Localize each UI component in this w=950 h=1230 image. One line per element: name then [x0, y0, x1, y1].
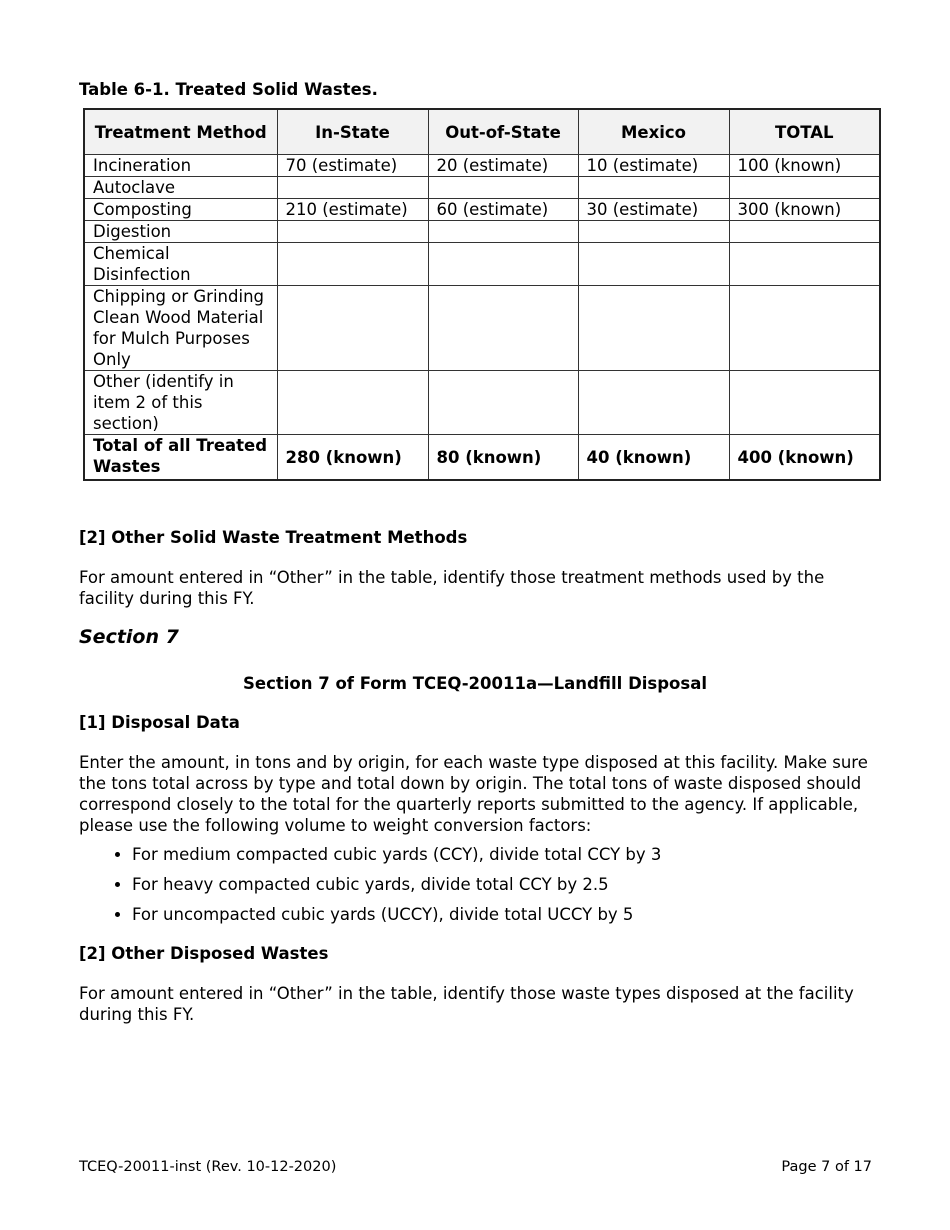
cell-method: Chipping or Grinding Clean Wood Material for Mulch Purposes Only	[84, 286, 277, 371]
list-item: • For uncompacted cubic yards (UCCY), divide total UCCY by 5	[132, 904, 661, 925]
cell-total	[729, 243, 880, 286]
total-method: Total of all Treated Wastes	[84, 435, 277, 481]
table-total-row	[84, 435, 880, 481]
cell-out-of-state	[428, 286, 578, 371]
cell-total	[729, 286, 880, 371]
section-7-title: Section 7	[79, 626, 179, 648]
cell-in-state	[277, 243, 428, 286]
cell-mexico	[578, 221, 729, 243]
header-treatment-method: Treatment Method	[84, 109, 277, 155]
total-mexico: 40 (known)	[578, 435, 729, 481]
cell-out-of-state: 60 (estimate)	[428, 199, 578, 221]
list-item: • For medium compacted cubic yards (CCY), divide total CCY by 3	[132, 844, 661, 865]
header-out-of-state: Out-of-State	[428, 109, 578, 155]
total-out-of-state: 80 (known)	[428, 435, 578, 481]
cell-out-of-state	[428, 177, 578, 199]
cell-method: Autoclave	[84, 177, 277, 199]
cell-method: Incineration	[84, 155, 277, 177]
other-treatment-body: For amount entered in “Other” in the table, identify those treatment methods used by the facility during this FY.	[79, 568, 825, 608]
section-7-subtitle: Section 7 of Form TCEQ-20011a—Landfill Disposal	[243, 674, 707, 693]
header-mexico: Mexico	[578, 109, 729, 155]
cell-total	[729, 371, 880, 435]
cell-method: Composting	[84, 199, 277, 221]
table-row	[84, 177, 880, 199]
cell-in-state	[277, 177, 428, 199]
cell-mexico: 10 (estimate)	[578, 155, 729, 177]
cell-total	[729, 221, 880, 243]
header-total: TOTAL	[729, 109, 880, 155]
treated-solid-wastes-table	[83, 108, 881, 481]
cell-mexico	[578, 243, 729, 286]
cell-in-state	[277, 286, 428, 371]
cell-method: Digestion	[84, 221, 277, 243]
other-disposed-heading: [2] Other Disposed Wastes	[79, 944, 329, 963]
footer-form-id: TCEQ-20011-inst (Rev. 10-12-2020)	[79, 1159, 337, 1175]
cell-in-state	[277, 221, 428, 243]
cell-mexico	[578, 286, 729, 371]
cell-out-of-state: 20 (estimate)	[428, 155, 578, 177]
disposal-data-body: Enter the amount, in tons and by origin, for each waste type disposed at this facility. Make sure the tons total across by type and total down by origin. The total tons of waste disposed should correspond closely to the total for the quarterly reports submitted to the agency. If applicable, please use the following volume to weight conversion factors:	[79, 753, 868, 835]
cell-method: Other (identify in item 2 of this section)	[84, 371, 277, 435]
cell-out-of-state	[428, 243, 578, 286]
disposal-data-heading: [1] Disposal Data	[79, 713, 240, 732]
cell-total	[729, 177, 880, 199]
table-row	[84, 199, 880, 221]
header-in-state: In-State	[277, 109, 428, 155]
conversion-factors-list	[80, 844, 661, 934]
table-caption: Table 6-1. Treated Solid Wastes.	[79, 80, 378, 99]
cell-out-of-state	[428, 221, 578, 243]
table-row	[84, 155, 880, 177]
other-treatment-heading: [2] Other Solid Waste Treatment Methods	[79, 528, 468, 547]
footer-page-number: Page 7 of 17	[781, 1159, 872, 1175]
cell-in-state	[277, 371, 428, 435]
list-item: • For heavy compacted cubic yards, divide total CCY by 2.5	[132, 874, 661, 895]
cell-method: Chemical Disinfection	[84, 243, 277, 286]
table-row	[84, 221, 880, 243]
other-disposed-body: For amount entered in “Other” in the table, identify those waste types disposed at the facility during this FY.	[79, 984, 854, 1024]
table-row	[84, 243, 880, 286]
table-row	[84, 371, 880, 435]
cell-in-state: 70 (estimate)	[277, 155, 428, 177]
cell-mexico	[578, 177, 729, 199]
table-row	[84, 286, 880, 371]
cell-mexico: 30 (estimate)	[578, 199, 729, 221]
total-total: 400 (known)	[729, 435, 880, 481]
cell-total: 100 (known)	[729, 155, 880, 177]
cell-total: 300 (known)	[729, 199, 880, 221]
total-in-state: 280 (known)	[277, 435, 428, 481]
cell-out-of-state	[428, 371, 578, 435]
cell-in-state: 210 (estimate)	[277, 199, 428, 221]
cell-mexico	[578, 371, 729, 435]
table-header-row	[84, 109, 880, 155]
